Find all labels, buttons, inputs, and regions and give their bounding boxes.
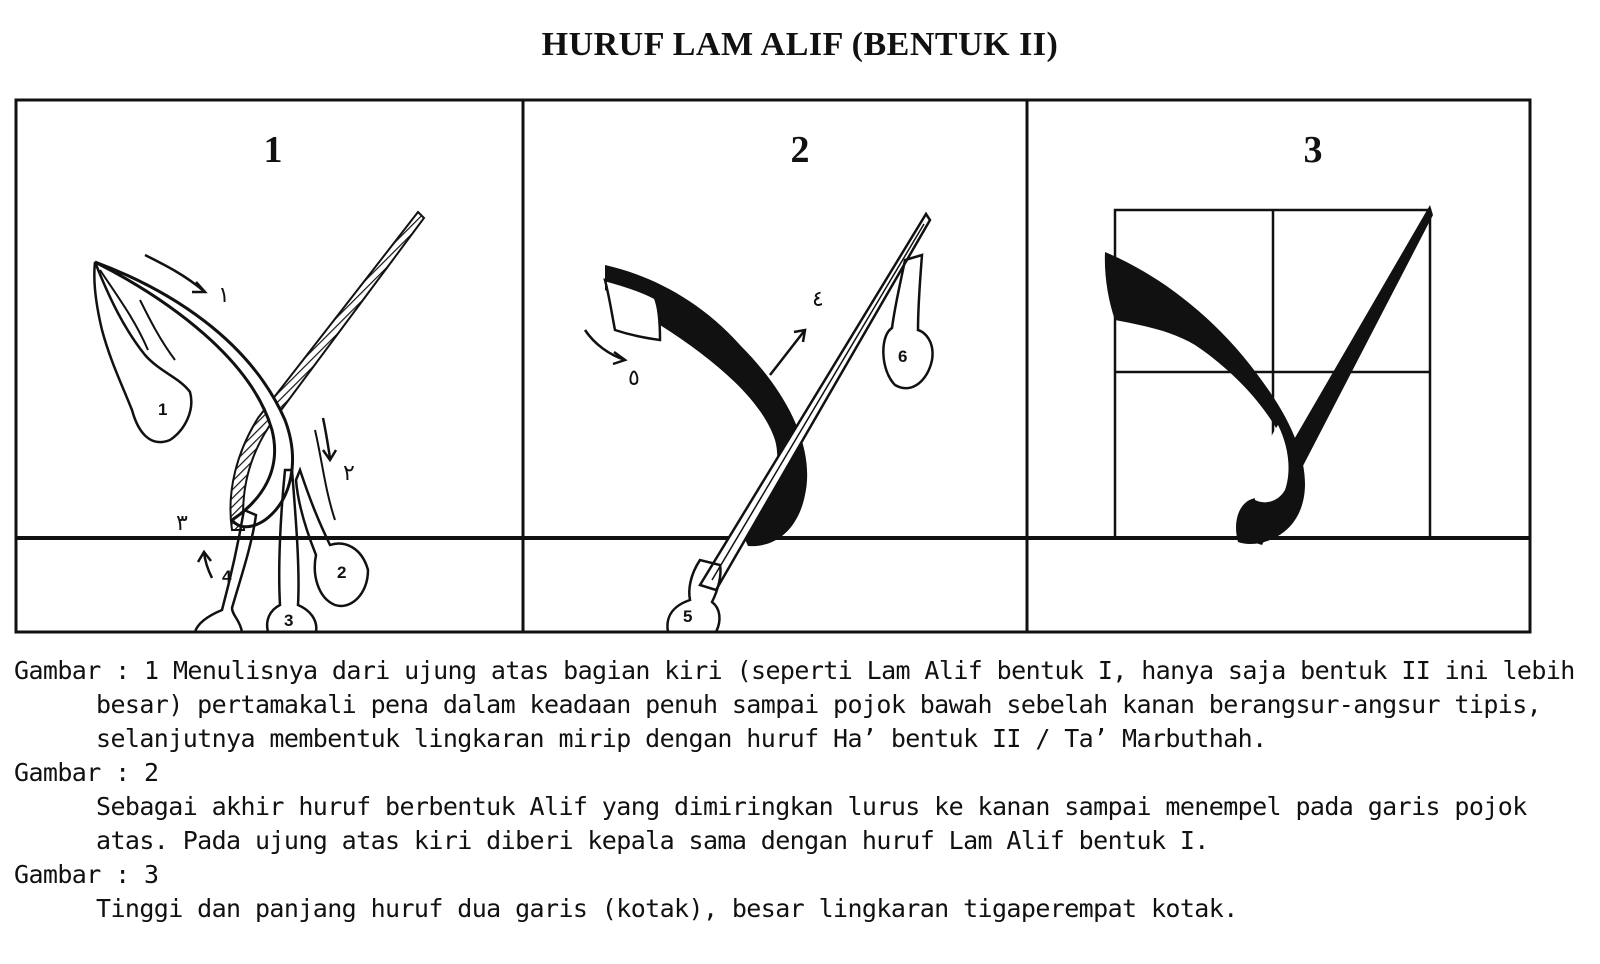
captions — [14, 654, 1594, 926]
motion-arrow — [770, 330, 805, 375]
panel-number-2: 2 — [790, 129, 810, 171]
panel-3-drawing — [1105, 205, 1433, 545]
arabic-numeral-4: ٤ — [812, 287, 824, 312]
caption-2-head: Gambar : 2 — [14, 758, 159, 787]
caption-2-line: atas. Pada ujung atas kiri diberi kepala sama dengan huruf Lam Alif bentuk I. — [96, 826, 1209, 855]
hand-label-4: 4 — [222, 567, 232, 586]
page-title: HURUF LAM ALIF (BENTUK II) — [541, 26, 1059, 63]
caption-1-line: selanjutnya membentuk lingkaran mirip dengan huruf Ha’ bentuk II / Ta’ Marbuthah. — [96, 724, 1267, 753]
arabic-numeral-3: ٣ — [176, 511, 188, 536]
panel-number-1: 1 — [263, 129, 283, 171]
hand-label-1: 1 — [158, 400, 168, 419]
caption-3-line: Tinggi dan panjang huruf dua garis (kotak), besar lingkaran tigaperempat kotak. — [96, 894, 1238, 923]
arabic-numeral-1: ١ — [218, 283, 230, 308]
hand-2-finger — [315, 430, 335, 520]
caption-3-head: Gambar : 3 — [14, 860, 159, 889]
hand-label-2: 2 — [337, 563, 347, 582]
hand-label-3: 3 — [284, 611, 294, 630]
caption-1-head: Gambar : 1 Menulisnya dari ujung atas bagian kiri (seperti Lam Alif bentuk I, hanya saja bentuk II ini lebih — [14, 656, 1575, 685]
hand-label-6: 6 — [898, 347, 908, 366]
hatched-alif-stroke — [230, 212, 424, 530]
caption-1-line: besar) pertamakali pena dalam keadaan penuh sampai pojok bawah sebelah kanan berangsur-angsur tipis, — [96, 690, 1542, 719]
arabic-numeral-5: ٥ — [628, 366, 640, 391]
motion-arrow — [145, 255, 205, 292]
alif-inner-line — [712, 224, 924, 580]
caption-2-line: Sebagai akhir huruf berbentuk Alif yang dimiringkan lurus ke kanan sampai menempel pada garis pojok — [96, 792, 1527, 821]
panel-1-drawing — [94, 212, 424, 632]
panel-2-drawing — [585, 214, 933, 632]
hand-label-5: 5 — [683, 607, 693, 626]
panel-number-3: 3 — [1303, 129, 1323, 171]
arabic-numeral-2: ٢ — [343, 461, 355, 486]
